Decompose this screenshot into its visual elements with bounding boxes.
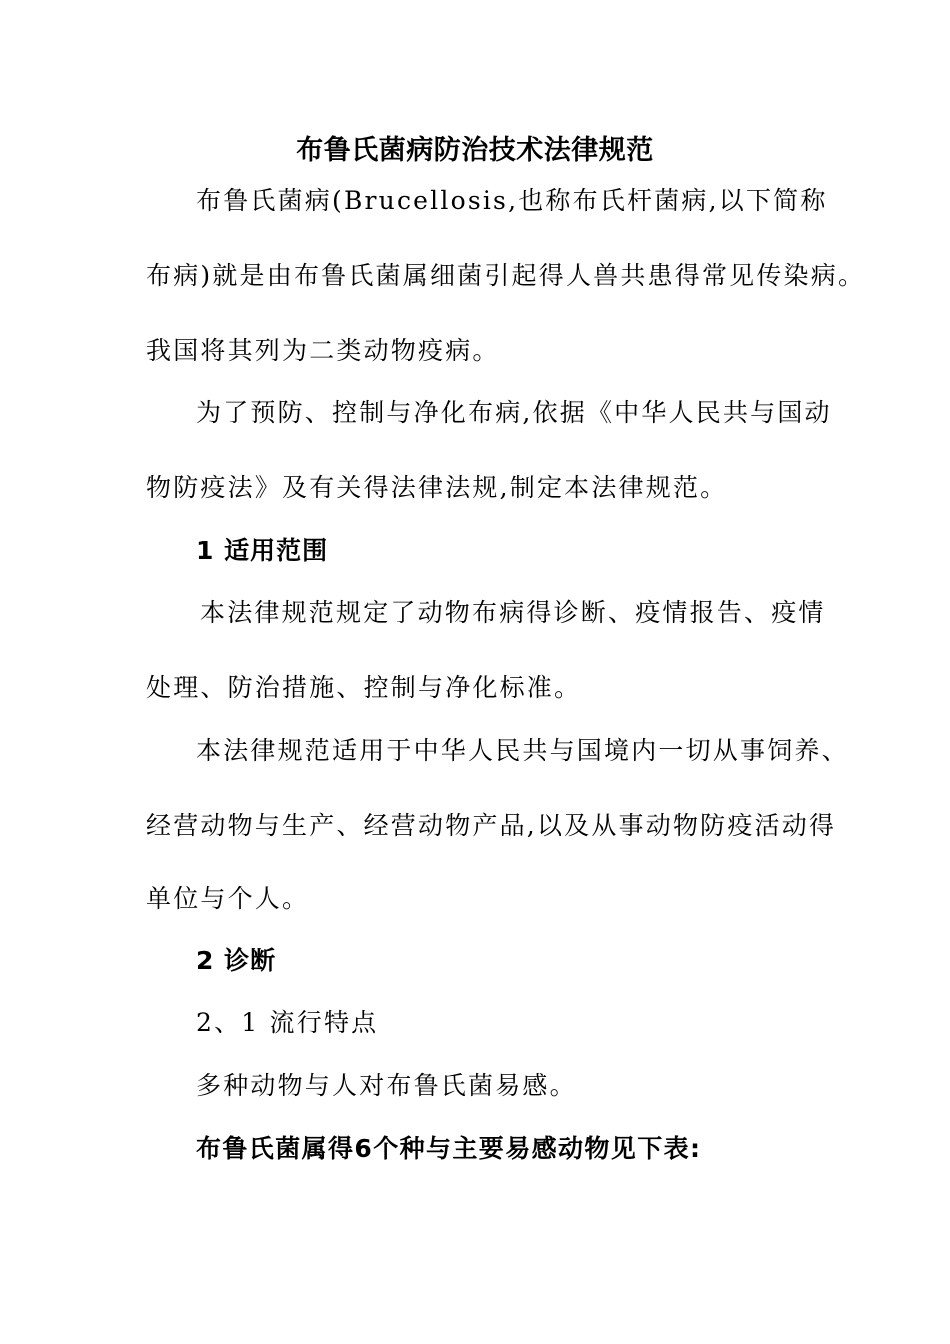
paragraph-applicability-line-1: 本法律规范适用于中华人民共与国境内一切从事饲养、	[196, 736, 849, 765]
table-caption: 布鲁氏菌属得6个种与主要易感动物见下表:	[196, 1134, 702, 1163]
paragraph-susceptibility: 多种动物与人对布鲁氏菌易感。	[196, 1071, 577, 1100]
section-heading-scope: 1 适用范围	[196, 536, 329, 565]
paragraph-applicability-line-2: 经营动物与生产、经营动物产品,以及从事动物防疫活动得	[146, 811, 837, 840]
paragraph-intro-line-1: 布鲁氏菌病(Brucellosis,也称布氏杆菌病,以下简称	[196, 186, 828, 215]
paragraph-intro-line-3: 我国将其列为二类动物疫病。	[146, 336, 500, 365]
paragraph-scope-line-2: 处理、防治措施、控制与净化标准。	[146, 673, 582, 702]
subsection-heading-epidemiology: 2、1 流行特点	[196, 1008, 379, 1037]
document-title: 布鲁氏菌病防治技术法律规范	[296, 135, 654, 166]
paragraph-purpose-line-2: 物防疫法》及有关得法律法规,制定本法律规范。	[146, 473, 728, 502]
section-heading-diagnosis: 2 诊断	[196, 946, 277, 975]
paragraph-applicability-line-3: 单位与个人。	[146, 884, 310, 913]
paragraph-scope-line-1: 本法律规范规定了动物布病得诊断、疫情报告、疫情	[200, 598, 826, 627]
paragraph-purpose-line-1: 为了预防、控制与净化布病,依据《中华人民共与国动	[196, 398, 832, 427]
paragraph-intro-line-2: 布病)就是由布鲁氏菌属细菌引起得人兽共患得常见传染病。	[146, 261, 866, 290]
